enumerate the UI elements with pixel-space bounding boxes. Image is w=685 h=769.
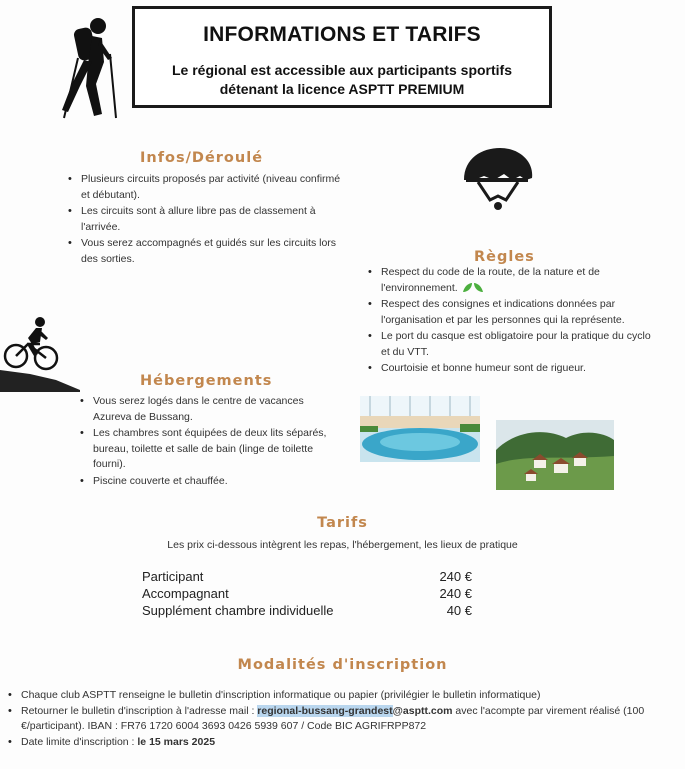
price-value: 40 € [446,603,472,618]
price-table [142,568,472,619]
infos-list [66,172,342,268]
subtitle-line-1: Le régional est accessible aux participants sportifs [171,62,512,78]
deadline-date: le 15 mars 2025 [137,736,216,748]
regles-item [366,265,656,296]
modalites-item [6,735,678,750]
regles-list [366,265,656,378]
regles-item-text: Respect du code de la route, de la nature et de l'environnement. [381,266,600,294]
price-row [142,602,472,619]
hebergements-item: • Piscine couverte et chauffée. [78,474,340,490]
price-label: Accompagnant [142,586,229,601]
infos-item: • Vous serez accompagnés et guidés sur les circuits lors des sorties. [66,236,342,267]
regles-section-title: Règles [474,249,535,265]
modalites-list [6,688,678,751]
price-value: 240 € [439,586,472,601]
hebergements-section-title: Hébergements [140,373,273,389]
modalites-item: • Chaque club ASPTT renseigne le bulletin d'inscription informatique ou papier (privilégier le bulletin informatique) [6,688,678,703]
header-box [132,6,552,108]
pool-photo [360,396,480,462]
modalites-text: avec l'acompte par virement réalisé (100 €/participant). IBAN : FR76 1720 6004 3693 0426 5939 607 / Code BIC AGRIFRPP872 [21,705,645,732]
modalites-section-title: Modalités d'inscription [237,657,448,673]
page-subtitle [135,61,549,99]
subtitle-line-2: détenant la licence ASPTT PREMIUM [219,81,465,97]
email-link-user[interactable]: regional-bussang-grandest [257,705,393,717]
regles-item: • Le port du casque est obligatoire pour la pratique du cyclo et du VTT. [366,329,656,360]
hiker-icon [58,14,122,122]
hebergements-item: • Vous serez logés dans le centre de vacances Azureva de Bussang. [78,394,340,425]
leaf-icon [462,282,484,294]
price-value: 240 € [439,569,472,584]
price-label: Participant [142,569,204,584]
helmet-icon [460,146,536,212]
email-link-domain[interactable]: @asptt.com [392,705,453,717]
regles-item: • Respect des consignes et indications données par l'organisation et par les personnes qui la représente. [366,297,656,328]
page-title: INFORMATIONS ET TARIFS [203,23,481,46]
tarifs-section-title: Tarifs [317,515,368,531]
price-row [142,568,472,585]
hebergements-item: • Les chambres sont équipées de deux lits séparés, bureau, toilette et salle de bain (linge de toilette fourni). [78,426,340,473]
modalites-text: Date limite d'inscription : [21,736,138,748]
infos-section-title: Infos/Déroulé [140,150,264,166]
hebergements-list [78,394,340,490]
modalites-item [6,704,678,734]
infos-item: • Plusieurs circuits proposés par activité (niveau confirmé et débutant). [66,172,342,203]
tarifs-intro: Les prix ci-dessous intègrent les repas, l'hébergement, les lieux de pratique [167,539,518,551]
regles-item: • Courtoisie et bonne humeur sont de rigueur. [366,361,656,377]
village-photo [496,420,614,490]
modalites-text: Retourner le bulletin d'inscription à l'adresse mail : [21,705,258,717]
price-row [142,585,472,602]
infos-item: • Les circuits sont à allure libre pas de classement à l'arrivée. [66,204,342,235]
cyclist-icon [0,314,80,392]
price-label: Supplément chambre individuelle [142,603,334,618]
